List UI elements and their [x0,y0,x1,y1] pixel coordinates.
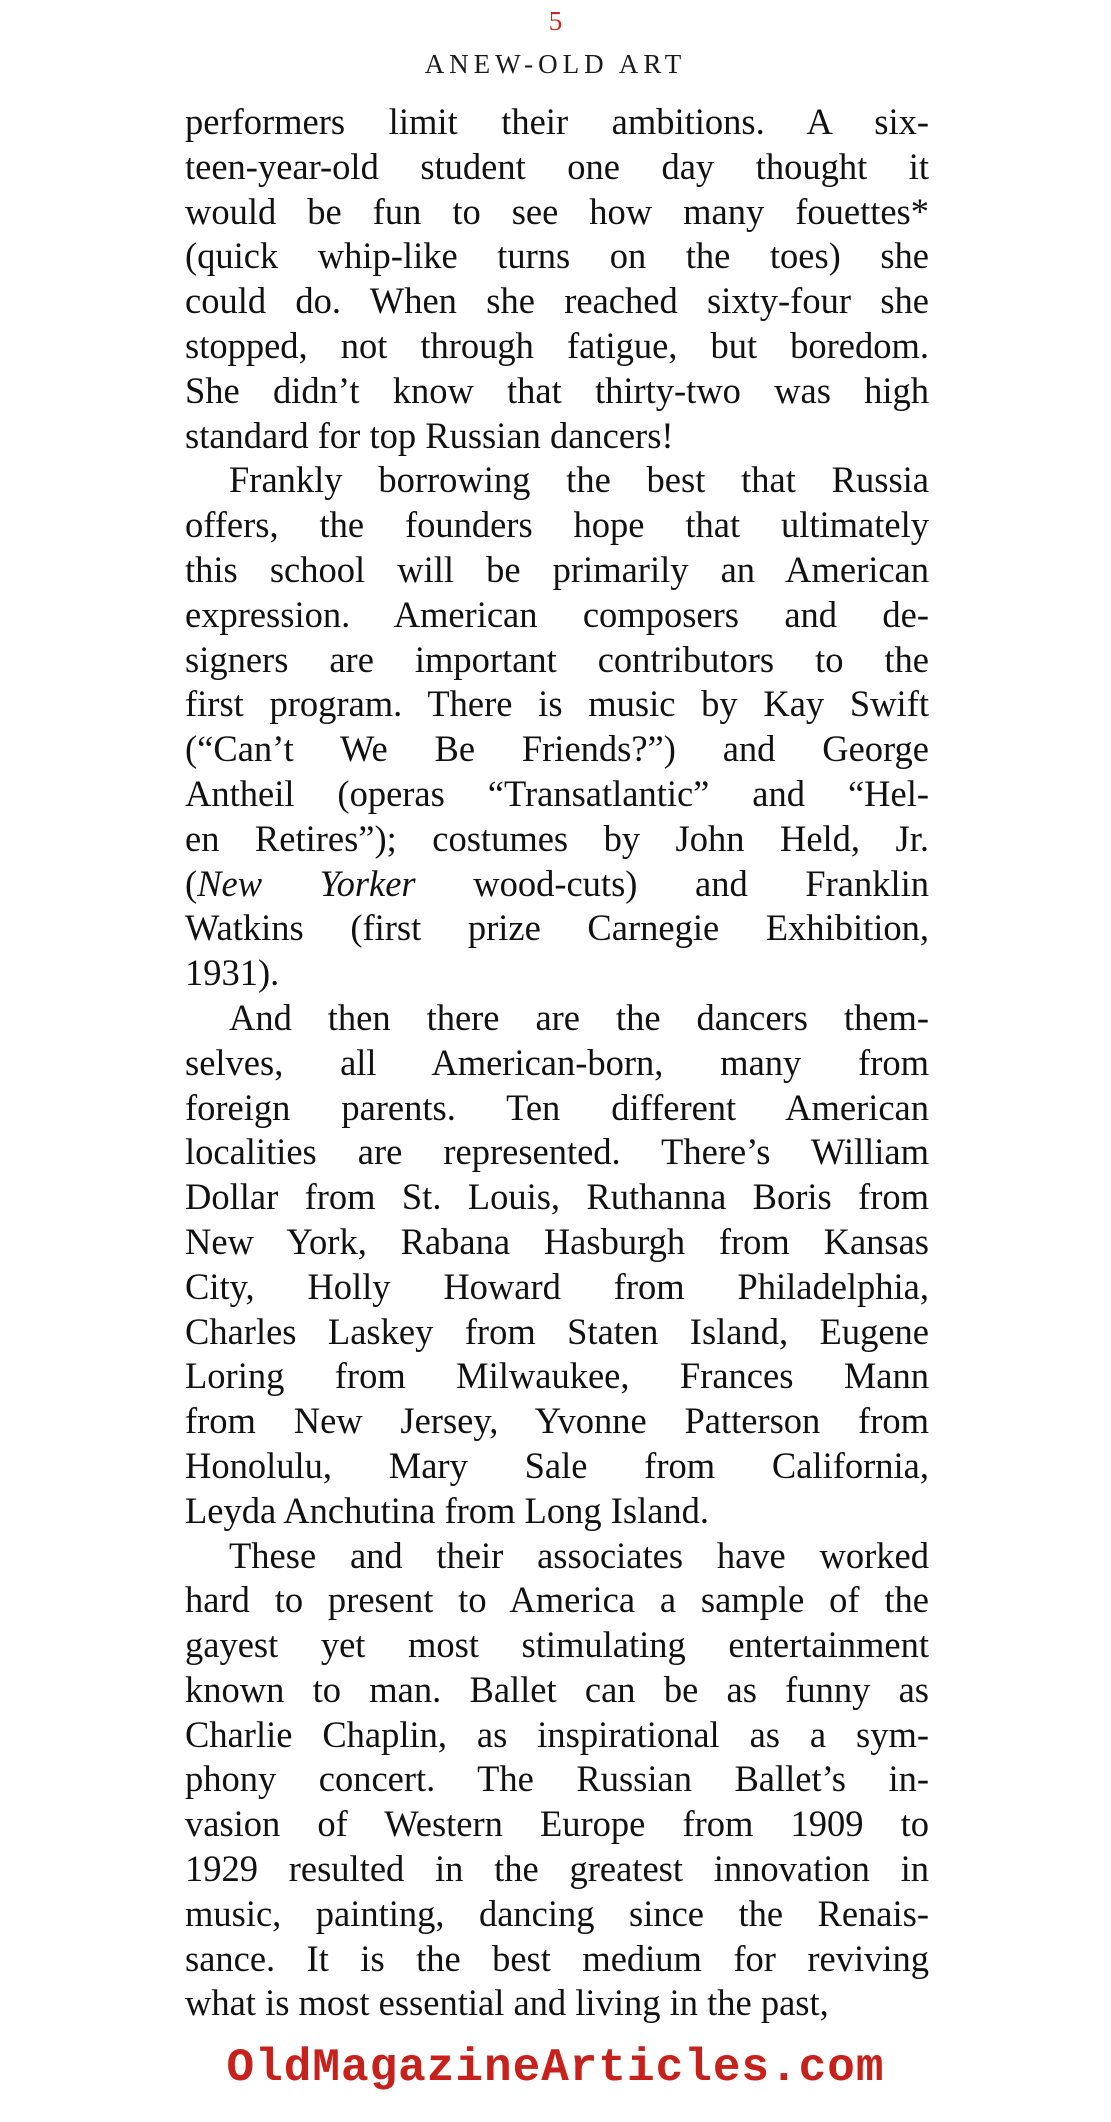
text-line: New York, Rabana Hasburgh from Kansas [185,1220,929,1262]
paragraph [185,996,929,1534]
text-line: en Retires”); costumes by John Held, Jr. [185,817,929,859]
text-line: Watkins (first prize Carnegie Exhibition, [185,907,929,949]
publication-title: New Yorker [197,862,416,904]
text-line: from New Jersey, Yvonne Patterson from [185,1400,929,1442]
text-line: 1931). [185,952,280,994]
text-line: (“Can’t We Be Friends?”) and George [185,728,929,770]
text-line: Frankly borrowing the best that Russia [229,459,929,501]
running-head: ANEW-OLD ART [424,49,687,79]
text-line: Honolulu, Mary Sale from California, [185,1444,929,1486]
text-line: music, painting, dancing since the Renais- [185,1892,929,1934]
text-line: City, Holly Howard from Philadelphia, [185,1265,929,1307]
text-line: foreign parents. Ten different American [185,1086,929,1128]
text-line: Dollar from St. Louis, Ruthanna Boris from [185,1176,929,1218]
text-line: Loring from Milwaukee, Frances Mann [185,1355,929,1397]
text-line: These and their associates have worked [229,1534,929,1576]
text-line: offers, the founders hope that ultimately [185,504,929,546]
text-line: Charles Laskey from Staten Island, Eugene [185,1310,929,1352]
text-line: first program. There is music by Kay Swift [185,683,929,725]
text-line: stopped, not through fatigue, but boredom. [185,324,929,366]
article-body [185,100,929,2026]
text-line: what is most essential and living in the past, [185,1982,829,2024]
text-line: (quick whip-like turns on the toes) she [185,235,929,277]
text-line: teen-year-old student one day thought it [185,145,929,187]
text-line: localities are represented. There’s William [185,1131,929,1173]
paragraph [185,100,929,458]
site-footer[interactable]: OldMagazineArticles.com [226,2042,885,2094]
text-line: standard for top Russian dancers! [185,414,674,456]
text-line: Charlie Chaplin, as inspirational as a sym- [185,1713,929,1755]
text-line: phony concert. The Russian Ballet’s in- [185,1758,929,1800]
text-line: 1929 resulted in the greatest innovation in [185,1848,929,1890]
text-line: hard to present to America a sample of the [185,1579,929,1621]
text-line: sance. It is the best medium for reviving [185,1937,929,1979]
text-line: Leyda Anchutina from Long Island. [185,1489,710,1531]
paragraph [185,458,929,996]
text-line: signers are important contributors to the [185,638,929,680]
text-line: Antheil (operas “Transatlantic” and “Hel- [185,772,929,814]
text-line: gayest yet most stimulating entertainment [185,1624,929,1666]
text-line: She didn’t know that thirty-two was high [185,369,929,411]
text-line: this school will be primarily an American [185,548,929,590]
text-line: selves, all American-born, many from [185,1041,929,1083]
page-number: 5 [548,6,563,36]
text-line: performers limit their ambitions. A six- [185,101,929,142]
text-line: And then there are the dancers them- [229,996,929,1038]
paragraph [185,1534,929,2027]
text-line: could do. When she reached sixty-four she [185,280,929,322]
text-line: (New Yorker wood-cuts) and Franklin [185,862,929,904]
text-line: would be fun to see how many fouettes* [185,190,929,232]
text-line: expression. American composers and de- [185,593,929,635]
text-line: vasion of Western Europe from 1909 to [185,1803,929,1845]
text-line: known to man. Ballet can be as funny as [185,1668,929,1710]
